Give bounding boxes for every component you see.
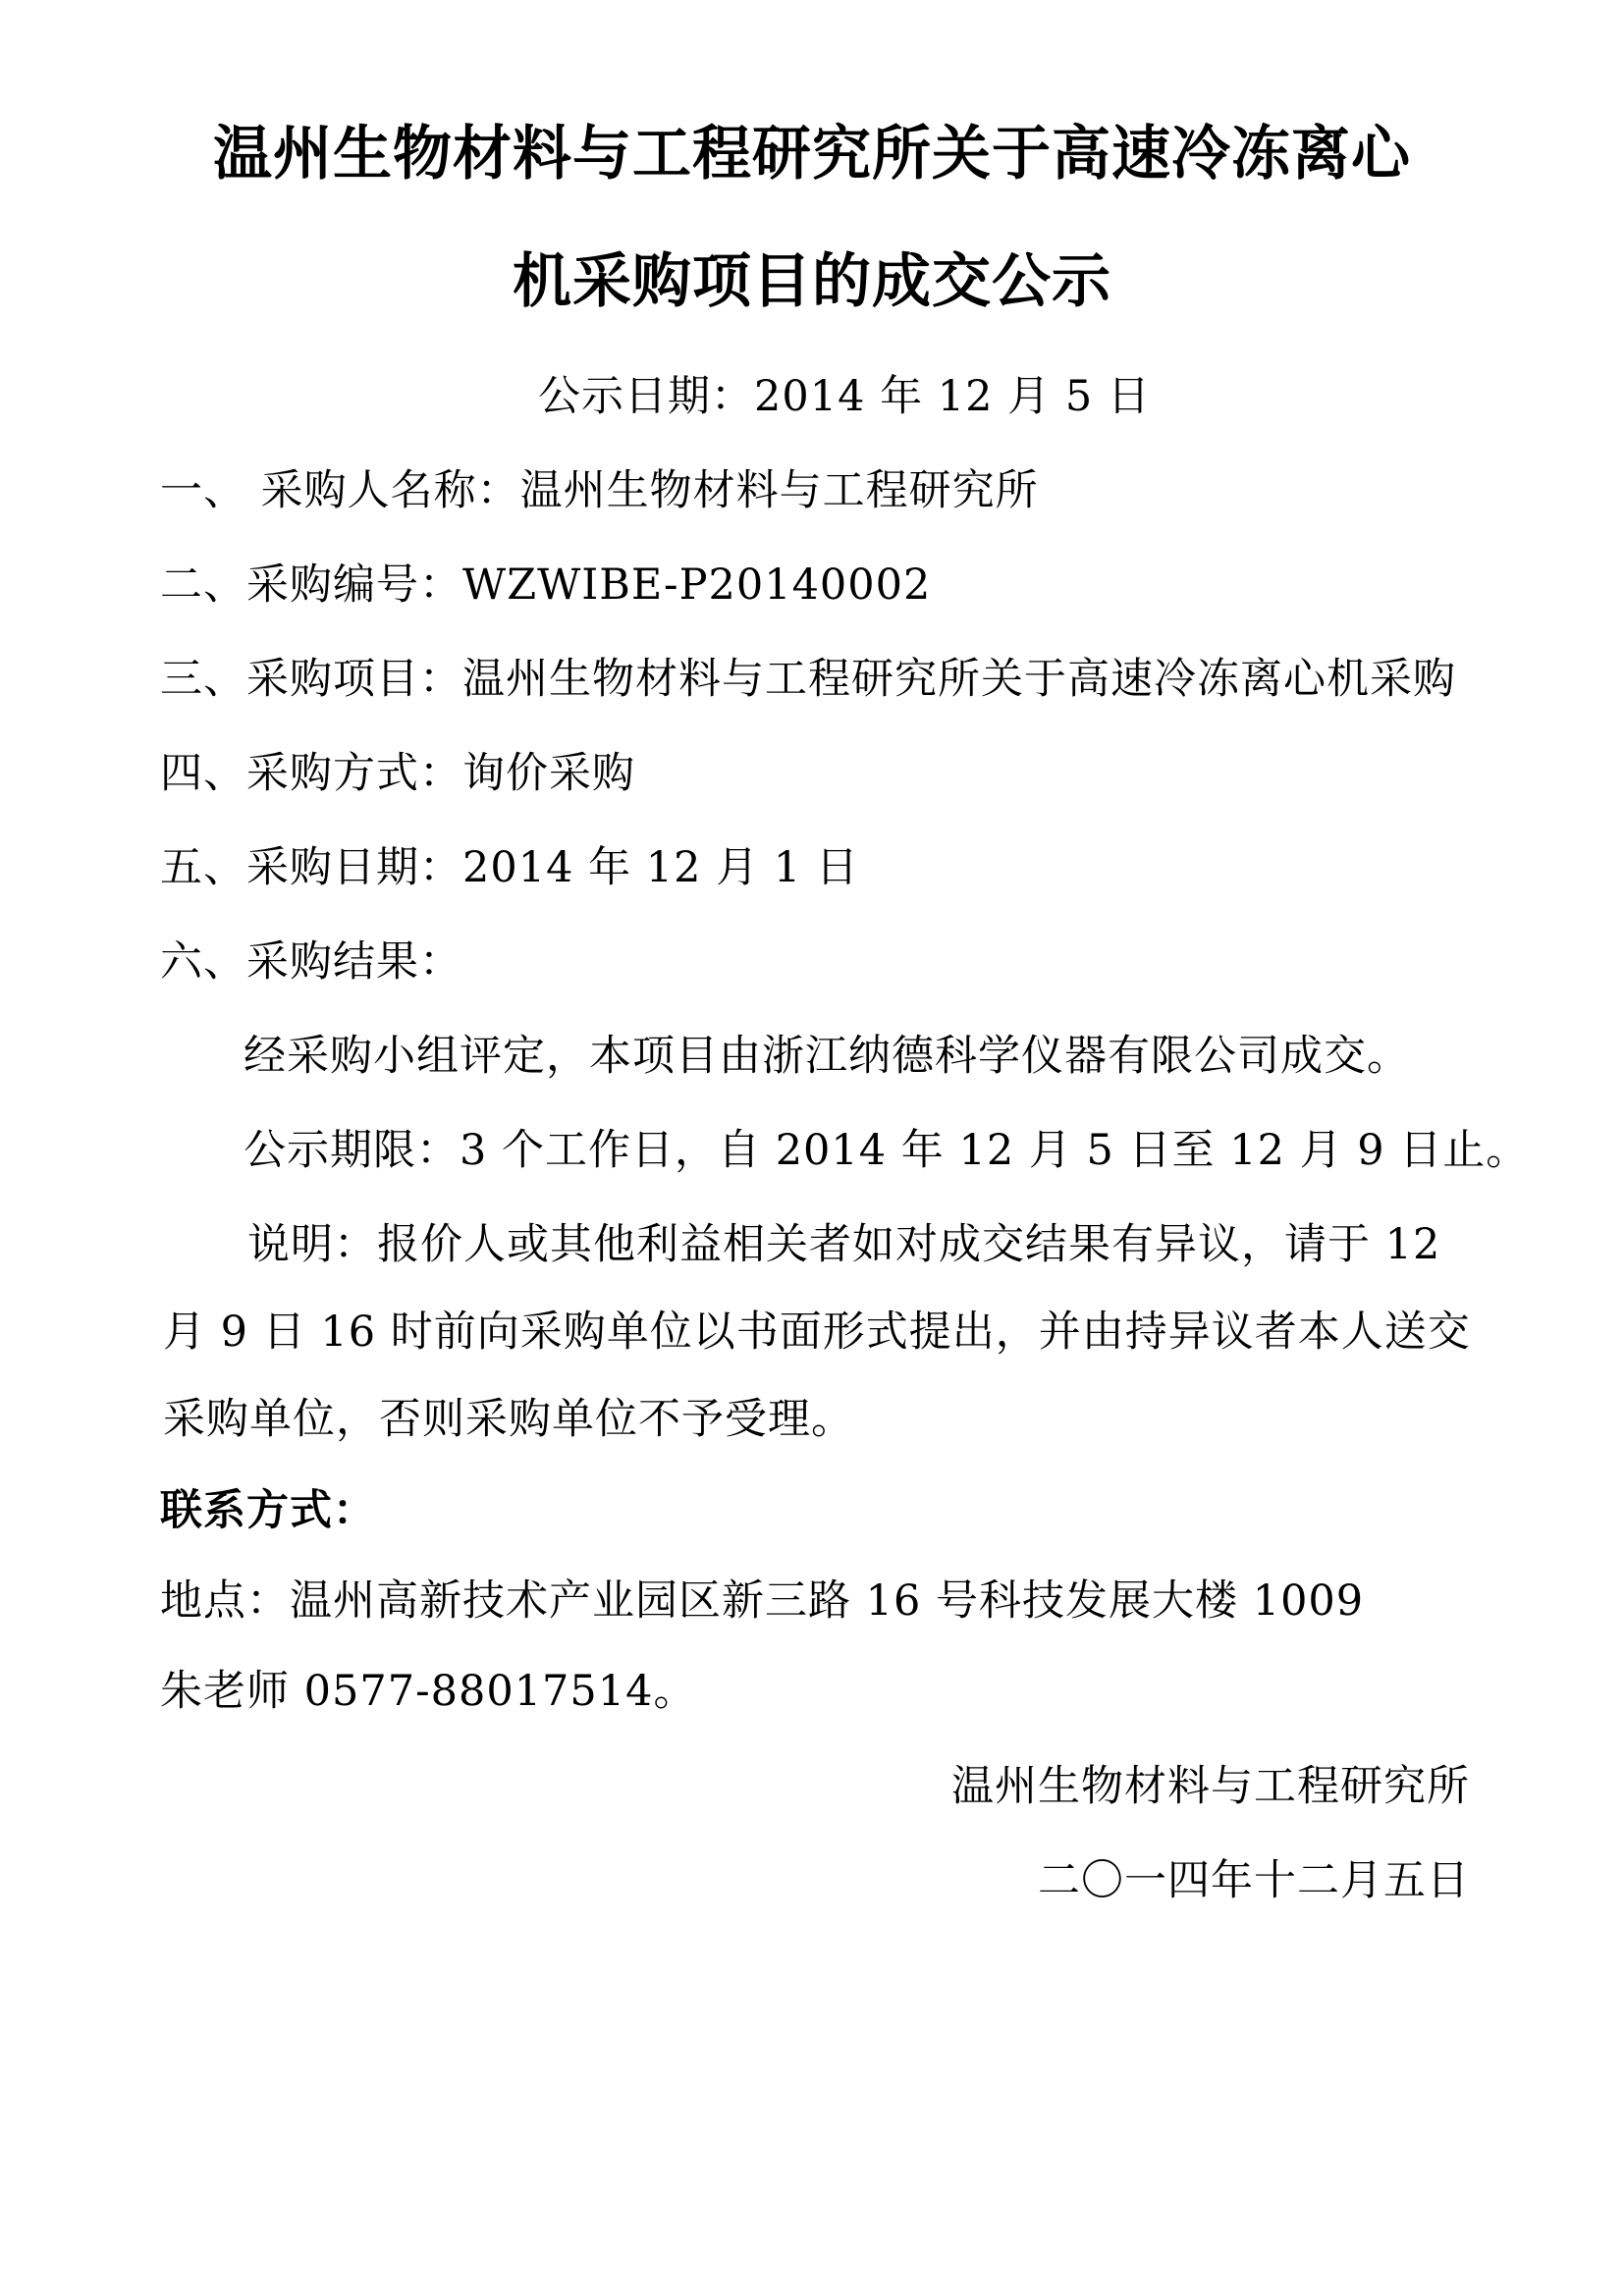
announcement-date: 公示日期：2014 年 12 月 5 日 [538, 372, 1151, 421]
note-line-3: 采购单位，否则采购单位不予受理。 [163, 1395, 854, 1444]
contact-heading: 联系方式： [160, 1486, 376, 1535]
title-line-1: 温州生物材料与工程研究所关于高速冷冻离心 [213, 120, 1411, 188]
procurement-method-item [160, 749, 635, 798]
purchaser-name-value: 温州生物材料与工程研究所 [519, 466, 1039, 515]
announcement-period: 公示期限：3 个工作日，自 2014 年 12 月 5 日至 12 月 9 日止。 [244, 1126, 1530, 1175]
signature-organization: 温州生物材料与工程研究所 [951, 1762, 1470, 1811]
purchaser-name-label: 一、 采购人名称： [160, 466, 520, 515]
procurement-project-label: 三、采购项目： [160, 655, 462, 704]
procurement-date-item [160, 843, 859, 892]
procurement-method-value: 询价采购 [462, 749, 635, 798]
procurement-number-item [160, 561, 932, 610]
procurement-method-label: 四、采购方式： [160, 749, 462, 798]
note-line-2: 月 9 日 16 时前向采购单位以书面形式提出，并由持异议者本人送交 [163, 1308, 1471, 1357]
contact-person: 朱老师 0577-88017514。 [160, 1667, 697, 1716]
procurement-result-label: 六、采购结果： [160, 937, 462, 987]
contact-address: 地点：温州高新技术产业园区新三路 16 号科技发展大楼 1009 [160, 1576, 1365, 1626]
procurement-number-value: WZWIBE-P20140002 [462, 561, 932, 610]
procurement-project-value: 温州生物材料与工程研究所关于高速冷冻离心机采购 [462, 655, 1456, 704]
procurement-date-label: 五、采购日期： [160, 843, 462, 892]
result-text: 经采购小组评定，本项目由浙江纳德科学仪器有限公司成交。 [244, 1032, 1410, 1081]
procurement-number-label: 二、采购编号： [160, 561, 462, 610]
procurement-date-value: 2014 年 12 月 1 日 [462, 843, 859, 892]
procurement-result-item [160, 937, 462, 987]
note-line-1: 说明：报价人或其他利益相关者如对成交结果有异议，请于 12 [247, 1220, 1441, 1269]
signature-date: 二〇一四年十二月五日 [1038, 1856, 1470, 1905]
title-line-2: 机采购项目的成交公示 [513, 247, 1111, 316]
purchaser-name-item [160, 466, 1039, 515]
procurement-project-item [160, 655, 1456, 704]
